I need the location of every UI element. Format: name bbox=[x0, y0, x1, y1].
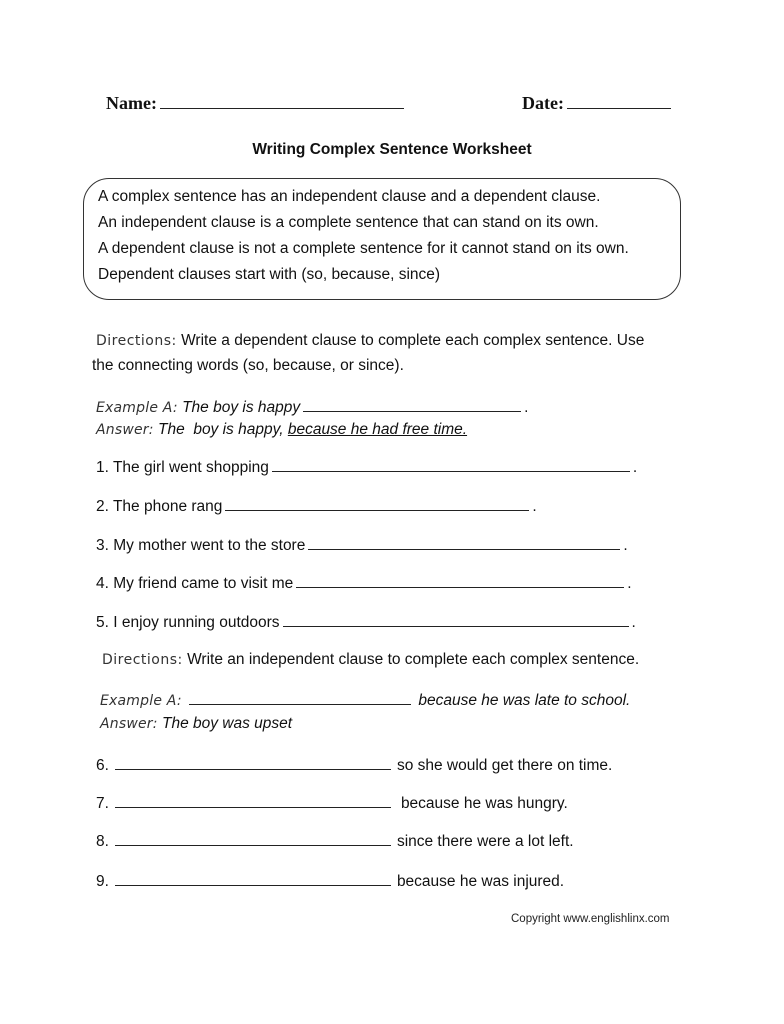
directions-text: Write an independent clause to complete each complex sentence. bbox=[187, 651, 640, 668]
list-item bbox=[96, 535, 628, 555]
item-period: . bbox=[632, 459, 638, 476]
example-blank bbox=[303, 397, 521, 412]
answer-underlined: because he had free time. bbox=[287, 421, 468, 438]
item-period: . bbox=[623, 537, 628, 554]
item-text: 4. My friend came to visit me bbox=[96, 575, 294, 592]
list-item bbox=[96, 612, 636, 632]
answer-blank[interactable] bbox=[225, 496, 529, 511]
example-2 bbox=[100, 690, 630, 710]
name-field[interactable] bbox=[106, 93, 407, 114]
item-text: 5. I enjoy running outdoors bbox=[96, 614, 280, 631]
item-period: . bbox=[532, 498, 537, 515]
example-blank bbox=[189, 690, 411, 705]
answer-label: Answer: bbox=[100, 716, 158, 732]
answer-blank[interactable] bbox=[308, 535, 620, 550]
list-item bbox=[96, 831, 574, 851]
answer-blank[interactable] bbox=[115, 793, 391, 808]
directions-label: Directions: bbox=[96, 333, 177, 349]
list-item bbox=[96, 871, 564, 891]
item-text: 3. My mother went to the store bbox=[96, 537, 306, 554]
item-number: 6. bbox=[96, 757, 109, 774]
list-item bbox=[96, 457, 637, 477]
example-period: . bbox=[524, 399, 529, 416]
item-text: since there were a lot left. bbox=[396, 833, 574, 850]
item-text: 2. The phone rang bbox=[96, 498, 223, 515]
item-text: because he was hungry. bbox=[400, 795, 568, 812]
info-line: A dependent clause is not a complete sentence for it cannot stand on its own. bbox=[98, 240, 629, 257]
name-blank[interactable] bbox=[160, 94, 404, 109]
example-text: The boy is happy bbox=[182, 399, 301, 416]
date-blank[interactable] bbox=[567, 94, 671, 109]
item-period: . bbox=[631, 614, 636, 631]
item-number: 7. bbox=[96, 795, 109, 812]
item-text: so she would get there on time. bbox=[396, 757, 613, 774]
directions-label: Directions: bbox=[102, 652, 183, 668]
date-field[interactable] bbox=[522, 93, 674, 114]
list-item bbox=[96, 793, 568, 813]
answer-blank[interactable] bbox=[115, 755, 391, 770]
info-line: A complex sentence has an independent clause and a dependent clause. bbox=[98, 188, 601, 205]
directions-text: Write a dependent clause to complete each complex sentence. Use bbox=[181, 332, 645, 349]
answer-1 bbox=[96, 421, 467, 439]
directions-1 bbox=[96, 332, 644, 350]
example-1 bbox=[96, 397, 528, 417]
answer-2 bbox=[100, 715, 292, 733]
answer-label: Answer: bbox=[96, 422, 154, 438]
item-text: 1. The girl went shopping bbox=[96, 459, 269, 476]
page-title: Writing Complex Sentence Worksheet bbox=[252, 141, 532, 158]
item-number: 8. bbox=[96, 833, 109, 850]
list-item bbox=[96, 496, 537, 516]
answer-blank[interactable] bbox=[296, 573, 624, 588]
example-label: Example A: bbox=[100, 693, 182, 709]
answer-blank[interactable] bbox=[283, 612, 629, 627]
directions-2 bbox=[102, 651, 639, 669]
list-item bbox=[96, 573, 632, 593]
item-text: because he was injured. bbox=[396, 873, 565, 890]
list-item bbox=[96, 755, 612, 775]
info-line: Dependent clauses start with (so, because, since) bbox=[98, 266, 441, 283]
item-period: . bbox=[627, 575, 632, 592]
copyright: Copyright www.englishlinx.com bbox=[511, 913, 670, 925]
answer-blank[interactable] bbox=[115, 871, 391, 886]
example-text: because he was late to school. bbox=[418, 692, 631, 709]
name-label: Name: bbox=[106, 93, 157, 113]
item-number: 9. bbox=[96, 873, 109, 890]
answer-blank[interactable] bbox=[272, 457, 630, 472]
date-label: Date: bbox=[522, 93, 564, 113]
answer-blank[interactable] bbox=[115, 831, 391, 846]
answer-text: The boy was upset bbox=[162, 715, 293, 732]
answer-prefix: The boy is happy, bbox=[158, 421, 284, 438]
info-line: An independent clause is a complete sentence that can stand on its own. bbox=[98, 214, 599, 231]
directions-1-line2: the connecting words (so, because, or since). bbox=[92, 357, 404, 374]
example-label: Example A: bbox=[96, 400, 178, 416]
